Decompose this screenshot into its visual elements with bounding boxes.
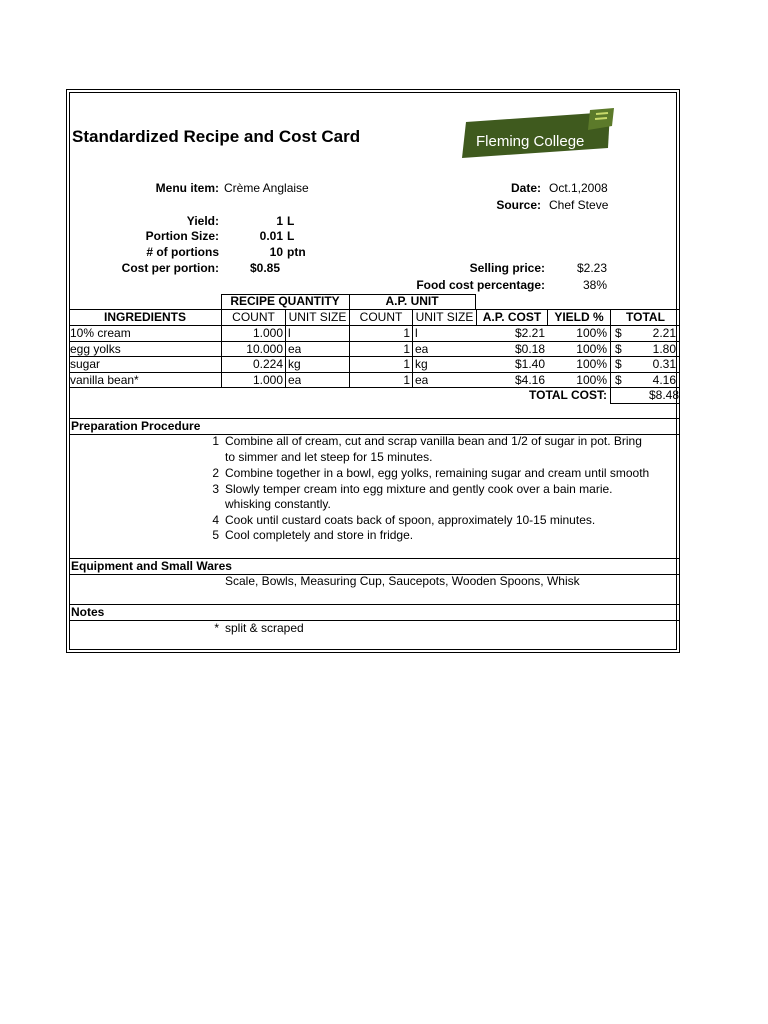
total-cost-value: $8.48 <box>648 388 679 402</box>
date-value: Oct.1,2008 <box>549 181 608 195</box>
ap-count-cell: 1 <box>403 373 410 387</box>
step-text: Combine together in a bowl, egg yolks, remaining sugar and cream until smooth <box>225 466 650 480</box>
yield-unit: L <box>287 214 295 228</box>
yield-label: Yield: <box>186 214 219 228</box>
selling-price-value: $2.23 <box>576 261 607 275</box>
portion-size-unit: L <box>287 229 295 243</box>
notes-marker: * <box>214 621 219 635</box>
group-recipe-quantity: RECIPE QUANTITY <box>230 294 340 308</box>
step-text-cont: to simmer and let steep for 15 minutes. <box>225 450 433 464</box>
total-cell: 1.80 <box>652 342 676 356</box>
count-cell: 1.000 <box>252 373 283 387</box>
currency-cell: $ <box>615 357 622 371</box>
currency-cell: $ <box>615 326 622 340</box>
yield-cell: 100% <box>576 326 607 340</box>
equipment-heading: Equipment and Small Wares <box>71 559 232 573</box>
currency-cell: $ <box>615 342 622 356</box>
ap-cost-cell: $2.21 <box>514 326 545 340</box>
portions-value: 10 <box>269 245 283 259</box>
cost-per-portion-label: Cost per portion: <box>121 261 219 275</box>
total-cell: 2.21 <box>652 326 676 340</box>
step-number: 3 <box>212 482 219 496</box>
preparation-heading: Preparation Procedure <box>71 419 201 433</box>
col-total: TOTAL <box>626 310 665 324</box>
count-cell: 1.000 <box>252 326 283 340</box>
ap-unit-cell: ea <box>415 342 429 356</box>
portions-unit: ptn <box>287 245 306 259</box>
ap-count-cell: 1 <box>403 357 410 371</box>
step-number: 5 <box>212 528 219 542</box>
ap-unit-cell: ea <box>415 373 429 387</box>
ap-unit-cell: l <box>415 326 418 340</box>
step-text: Slowly temper cream into egg mixture and gently cook over a bain marie. <box>225 482 613 496</box>
ap-cost-cell: $4.16 <box>514 373 545 387</box>
col-unit-size: UNIT SIZE <box>288 310 347 324</box>
yield-cell: 100% <box>576 373 607 387</box>
yield-value: 1 <box>276 214 283 228</box>
total-cell: 0.31 <box>652 357 676 371</box>
notes-text: split & scraped <box>225 621 304 635</box>
ap-cost-cell: $0.18 <box>514 342 545 356</box>
menu-item-label: Menu item: <box>155 181 219 195</box>
ingredient-name: vanilla bean* <box>70 373 139 387</box>
step-text: Cool completely and store in fridge. <box>225 528 414 542</box>
step-text: Cook until custard coats back of spoon, approximately 10-15 minutes. <box>225 513 596 527</box>
selling-price-label: Selling price: <box>469 261 545 275</box>
step-text-cont: whisking constantly. <box>225 497 331 511</box>
count-cell: 0.224 <box>252 357 283 371</box>
logo-text: Fleming College <box>476 133 585 150</box>
col-ap-count: COUNT <box>359 310 403 324</box>
total-cost-label: TOTAL COST: <box>529 388 607 402</box>
fleming-college-logo <box>460 108 616 160</box>
notes-heading: Notes <box>71 605 105 619</box>
yield-cell: 100% <box>576 357 607 371</box>
count-cell: 10.000 <box>246 342 283 356</box>
menu-item-value: Crème Anglaise <box>224 181 309 195</box>
currency-cell: $ <box>615 373 622 387</box>
col-ap-unit-size: UNIT SIZE <box>415 310 474 324</box>
ingredient-name: 10% cream <box>70 326 131 340</box>
source-value: Chef Steve <box>549 198 609 212</box>
source-label: Source: <box>496 198 541 212</box>
date-label: Date: <box>510 181 541 195</box>
step-number: 1 <box>212 434 219 448</box>
col-count: COUNT <box>232 310 275 324</box>
step-text: Combine all of cream, cut and scrap vanilla bean and 1/2 of sugar in pot. Bring <box>225 434 642 448</box>
unit-cell: l <box>288 326 291 340</box>
ap-count-cell: 1 <box>403 342 410 356</box>
step-number: 4 <box>212 513 219 527</box>
page-title: Standardized Recipe and Cost Card <box>72 127 361 146</box>
portions-label: # of portions <box>146 245 219 259</box>
ingredient-name: egg yolks <box>70 342 121 356</box>
food-cost-label: Food cost percentage: <box>416 278 545 292</box>
ap-unit-cell: kg <box>415 357 428 371</box>
equipment-list: Scale, Bowls, Measuring Cup, Saucepots, Wooden Spoons, Whisk <box>225 574 580 588</box>
total-cell: 4.16 <box>652 373 676 387</box>
ap-count-cell: 1 <box>403 326 410 340</box>
ap-cost-cell: $1.40 <box>514 357 545 371</box>
yield-cell: 100% <box>576 342 607 356</box>
group-ap-unit: A.P. UNIT <box>385 294 439 308</box>
col-yield: YIELD % <box>554 310 604 324</box>
unit-cell: ea <box>288 373 302 387</box>
portion-size-value: 0.01 <box>259 229 283 243</box>
ingredient-name: sugar <box>70 357 101 371</box>
cost-per-portion-value: $0.85 <box>250 261 281 275</box>
step-number: 2 <box>212 466 219 480</box>
portion-size-label: Portion Size: <box>145 229 219 243</box>
unit-cell: ea <box>288 342 302 356</box>
food-cost-value: 38% <box>582 278 607 292</box>
col-ingredients: INGREDIENTS <box>103 310 186 324</box>
unit-cell: kg <box>288 357 301 371</box>
col-ap-cost: A.P. COST <box>482 310 542 324</box>
